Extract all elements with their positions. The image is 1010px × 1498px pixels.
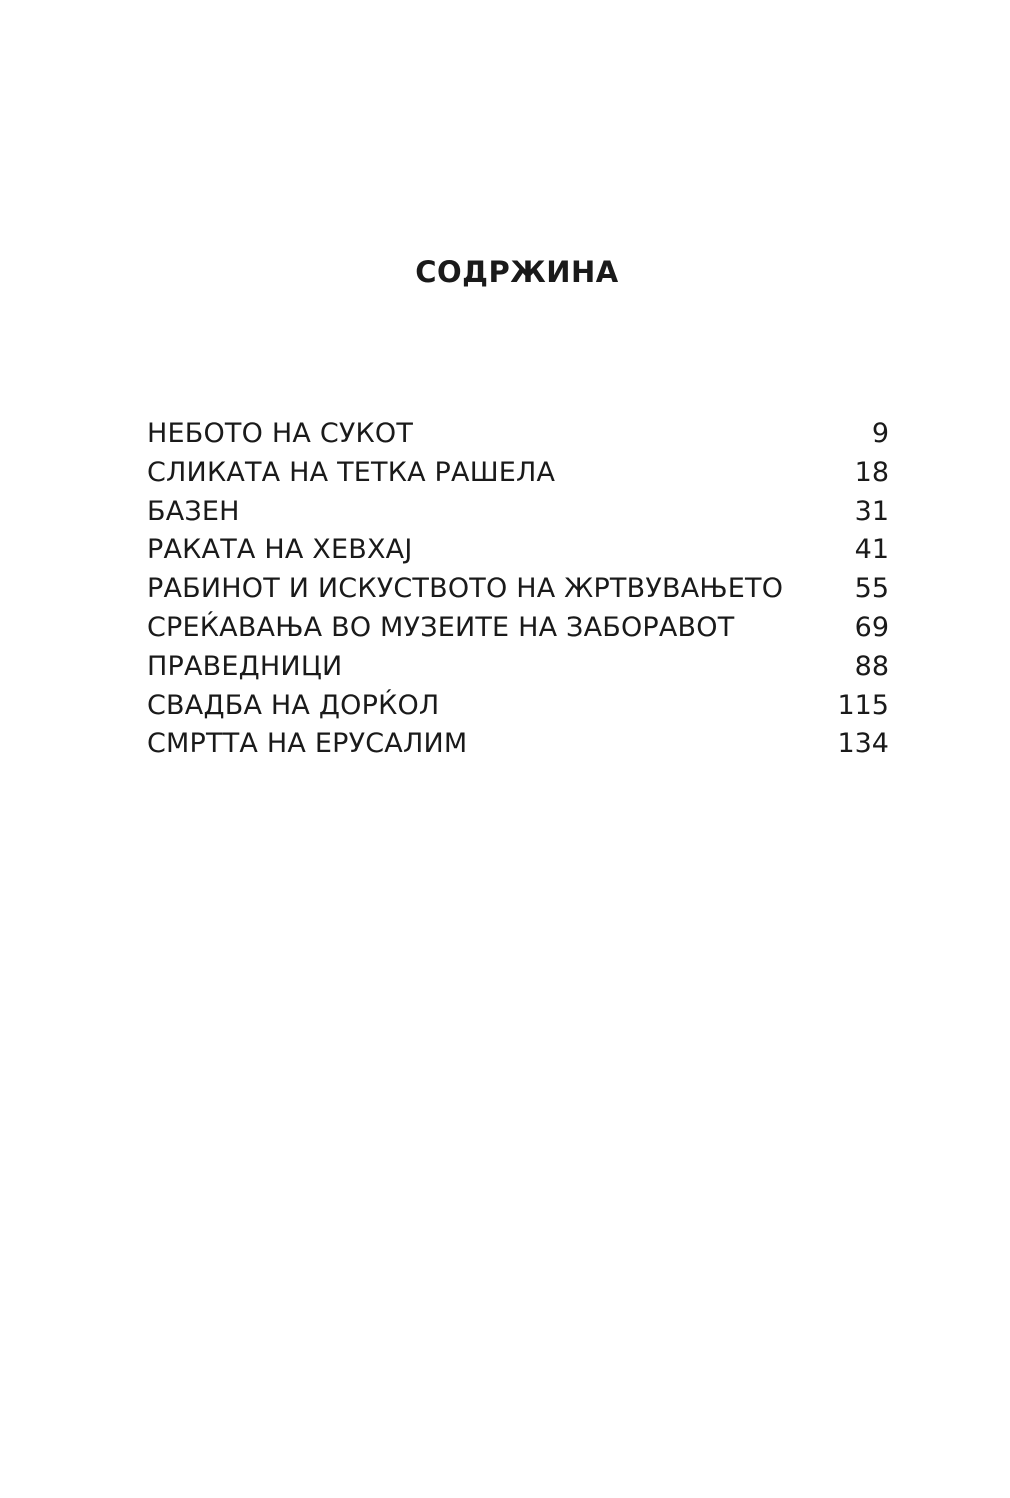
toc-entry-title: СЛИКАТА НА ТЕТКА РАШЕЛА xyxy=(147,456,556,488)
toc-entry xyxy=(147,570,889,609)
toc-entry-title: ПРАВЕДНИЦИ xyxy=(147,650,343,682)
toc-entry-page: 88 xyxy=(854,650,889,682)
toc-entry-title: СВАДБА НА ДОРЌОЛ xyxy=(147,689,440,721)
toc-entry-page: 18 xyxy=(854,456,889,488)
toc-entry-page: 55 xyxy=(854,573,889,605)
toc-entry-title: БАЗЕН xyxy=(147,495,240,527)
toc-entry xyxy=(147,531,889,570)
toc-entry xyxy=(147,415,889,454)
toc-entry xyxy=(147,725,889,764)
toc-entry xyxy=(147,609,889,648)
toc-entry xyxy=(147,687,889,726)
toc-entry-title: СРЕЌАВАЊА ВО МУЗЕИТЕ НА ЗАБОРАВОТ xyxy=(147,611,735,643)
toc-entry-page: 9 xyxy=(871,418,889,449)
toc-entry-title: НЕБОТО НА СУКОТ xyxy=(147,418,414,449)
toc-entry-title: РАБИНОТ И ИСКУСТВОТО НА ЖРТВУВАЊЕТО xyxy=(147,573,784,605)
page-title: СОДРЖИНА xyxy=(415,255,619,289)
toc-entry xyxy=(147,493,889,532)
toc-entry xyxy=(147,648,889,687)
toc-entry-page: 41 xyxy=(854,534,889,566)
toc-entry-page: 115 xyxy=(837,689,889,721)
toc-entry-page: 31 xyxy=(854,495,889,527)
toc-entry-page: 69 xyxy=(854,611,889,643)
toc-entry-title: РАКАТА НА ХЕВХАЈ xyxy=(147,534,413,566)
table-of-contents xyxy=(147,415,889,764)
toc-entry-page: 134 xyxy=(837,728,889,760)
toc-entry xyxy=(147,454,889,493)
toc-entry-title: СМРТТА НА ЕРУСАЛИМ xyxy=(147,728,468,760)
